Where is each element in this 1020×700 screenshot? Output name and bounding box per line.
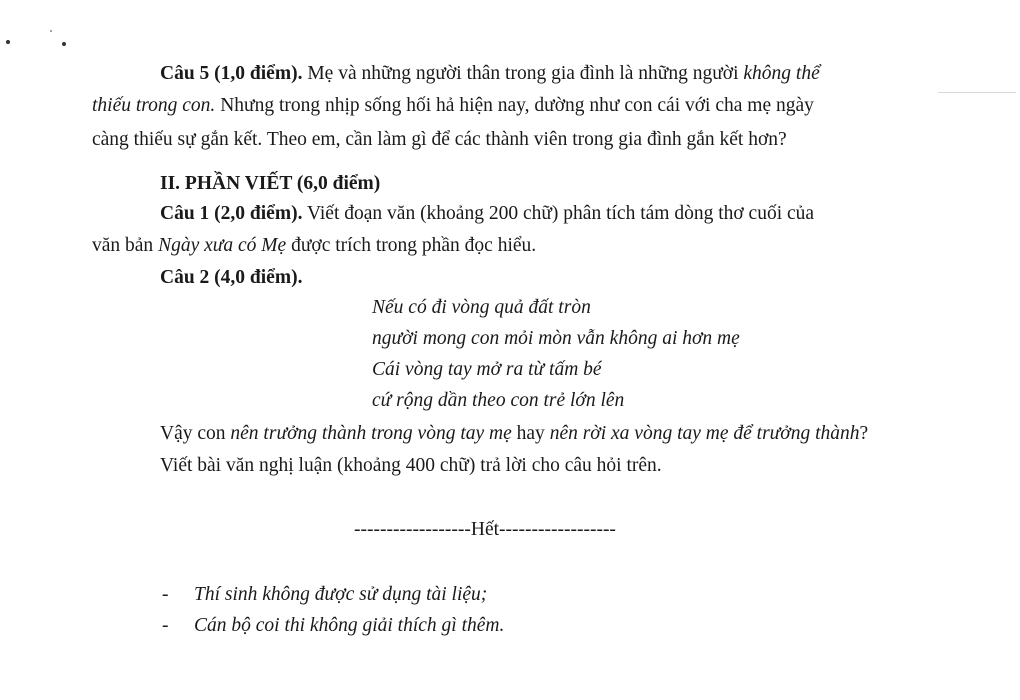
q2-label: Câu 2 (4,0 điểm). (160, 267, 303, 288)
q5-text-1: Mẹ và những người thân trong gia đình là những người (302, 63, 744, 84)
q5-text-3: càng thiếu sự gắn kết. Theo em, cần làm gì để các thành viên trong gia đình gắn kết hơn? (92, 129, 787, 150)
note-item: Cán bộ coi thi không giải thích gì thêm. (194, 615, 505, 636)
scan-speck (62, 42, 66, 46)
q5-line-1 (160, 62, 820, 86)
q2-text-2: Viết bài văn nghị luận (khoảng 400 chữ) trả lời cho câu hỏi trên. (160, 455, 662, 476)
q1-text-2-pre: văn bản (92, 235, 159, 256)
q2-text-post: ? (859, 423, 869, 444)
q2-line-1 (160, 422, 868, 446)
poem-line: Nếu có đi vòng quả đất tròn (372, 297, 591, 318)
q2-line-2 (160, 454, 662, 478)
q2-italic-1: nên trưởng thành trong vòng tay mẹ (230, 423, 512, 444)
q2-text-pre: Vậy con (160, 423, 231, 444)
note-item: Thí sinh không được sử dụng tài liệu; (194, 584, 488, 605)
q5-text-2: Nhưng trong nhịp sống hối hả hiện nay, dường như con cái với cha mẹ ngày (215, 95, 814, 116)
section-heading: II. PHẦN VIẾT (6,0 điểm) (160, 173, 381, 194)
q1-line-2 (92, 234, 536, 258)
poem-line: người mong con mỏi mòn vẫn không ai hơn mẹ (372, 328, 740, 349)
q5-italic-2: thiếu trong con. (92, 95, 216, 116)
poem-line: Cái vòng tay mở ra từ tấm bé (372, 359, 602, 380)
q1-line-1 (160, 202, 814, 226)
q2-italic-2: nên rời xa vòng tay mẹ để trưởng thành (549, 423, 860, 444)
scan-speck (50, 30, 52, 32)
q1-text-1: Viết đoạn văn (khoảng 200 chữ) phân tích tám dòng thơ cuối của (302, 203, 815, 224)
q1-label: Câu 1 (2,0 điểm). (160, 203, 303, 224)
q5-label: Câu 5 (1,0 điểm). (160, 63, 303, 84)
poem-line: cứ rộng dần theo con trẻ lớn lên (372, 390, 625, 411)
q1-italic: Ngày xưa có Mẹ (158, 235, 287, 256)
q5-line-2 (92, 94, 814, 118)
note-bullet: - (162, 584, 169, 605)
q5-italic-1: không thể (743, 63, 820, 84)
note-bullet: - (162, 615, 169, 636)
q2-text-mid: hay (511, 423, 550, 444)
scan-speck (6, 40, 10, 44)
faint-rule (938, 92, 1016, 93)
q5-line-3 (92, 128, 787, 152)
end-marker: ------------------Hết------------------ (354, 519, 616, 540)
q1-text-2-post: được trích trong phần đọc hiểu. (286, 235, 537, 256)
